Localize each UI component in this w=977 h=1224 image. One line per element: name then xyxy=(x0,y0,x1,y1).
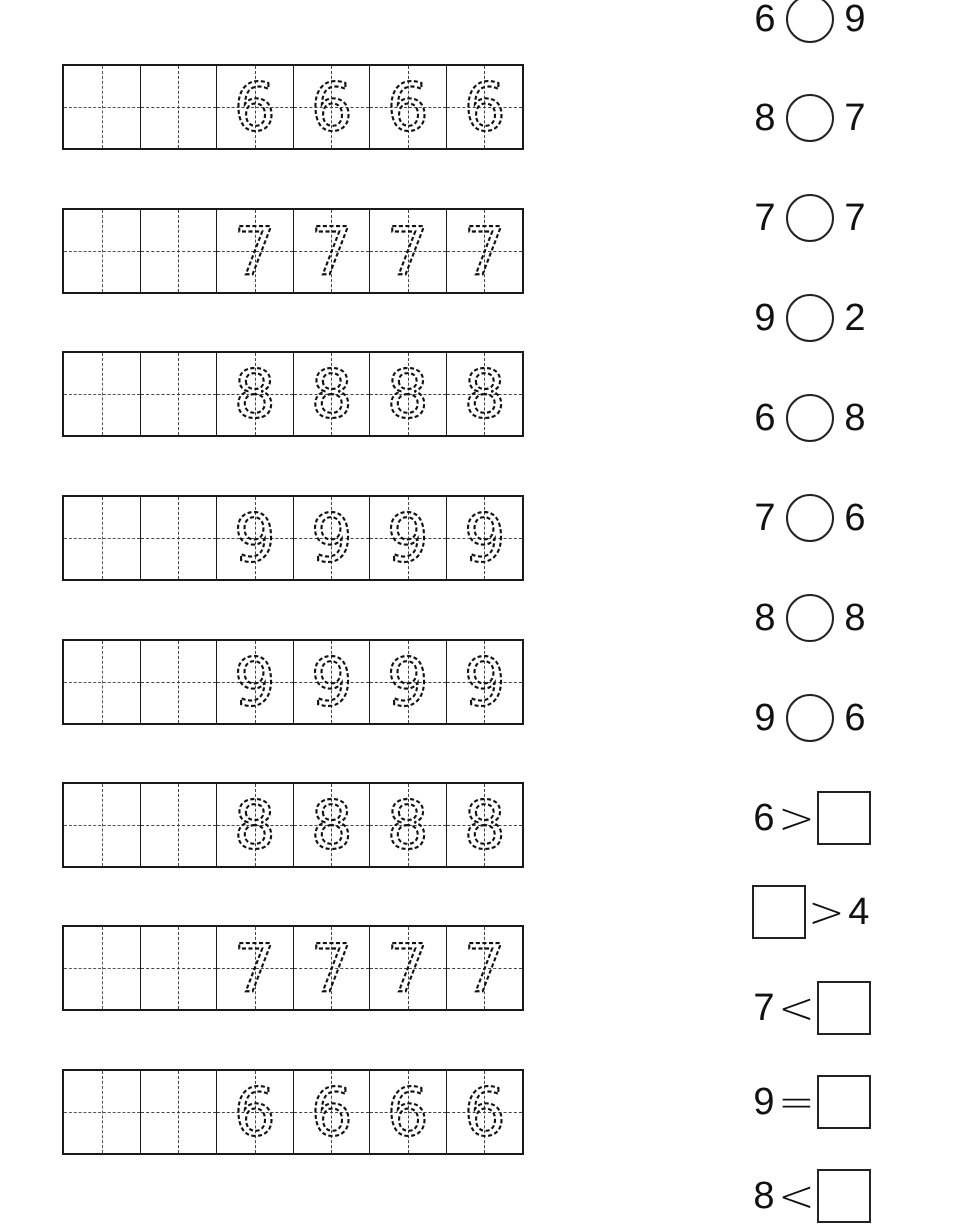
tracing-row xyxy=(62,782,524,868)
trace-digit-cell[interactable] xyxy=(217,66,294,148)
comparison-row xyxy=(752,293,912,343)
comparison-left-number: 7 xyxy=(754,496,776,539)
trace-digit-cell[interactable] xyxy=(447,641,523,723)
dotted-digit-glyph: 7 xyxy=(463,213,506,290)
trace-digit-cell[interactable] xyxy=(370,641,447,723)
trace-digit-cell[interactable] xyxy=(370,353,447,435)
dotted-digit-glyph: 8 xyxy=(233,787,276,864)
comparison-left-number: 7 xyxy=(754,196,776,239)
comparison-answer-circle[interactable] xyxy=(786,194,834,242)
dotted-digit-glyph: 6 xyxy=(310,1074,353,1151)
dotted-trace-digit xyxy=(217,927,293,1009)
comparison-left-number: 8 xyxy=(754,596,776,639)
inequality-answer-box[interactable] xyxy=(817,791,871,845)
trace-digit-cell[interactable] xyxy=(370,210,447,292)
comparison-right-number: 7 xyxy=(844,96,866,139)
dotted-digit-glyph: 8 xyxy=(233,356,276,433)
dotted-trace-digit xyxy=(294,497,370,579)
dotted-trace-digit xyxy=(370,353,446,435)
dotted-digit-glyph: 9 xyxy=(463,500,506,577)
dotted-digit-glyph: 8 xyxy=(386,356,429,433)
comparison-right-number: 9 xyxy=(844,0,866,40)
trace-digit-cell[interactable] xyxy=(370,927,447,1009)
trace-digit-cell[interactable] xyxy=(447,353,523,435)
comparison-row xyxy=(752,493,912,543)
trace-digit-cell[interactable] xyxy=(370,66,447,148)
inequality-row xyxy=(752,980,871,1036)
model-digit xyxy=(141,784,217,866)
trace-digit-cell[interactable] xyxy=(294,497,371,579)
dotted-trace-digit xyxy=(294,641,370,723)
trace-digit-cell[interactable] xyxy=(447,1071,523,1153)
dotted-digit-glyph: 6 xyxy=(463,1074,506,1151)
comparison-left-number: 8 xyxy=(754,96,776,139)
dotted-trace-digit xyxy=(370,784,446,866)
trace-digit-cell[interactable] xyxy=(294,784,371,866)
comparison-answer-circle[interactable] xyxy=(786,0,834,43)
trace-digit-cell[interactable] xyxy=(294,927,371,1009)
model-digit-cell xyxy=(141,353,218,435)
trace-digit-cell[interactable] xyxy=(217,210,294,292)
tracing-row xyxy=(62,495,524,581)
dotted-digit-glyph: 6 xyxy=(386,69,429,146)
dotted-digit-glyph: 7 xyxy=(463,930,506,1007)
dotted-trace-digit xyxy=(447,353,523,435)
writing-cell-blank[interactable] xyxy=(64,1071,141,1153)
dotted-trace-digit xyxy=(294,784,370,866)
dotted-digit-glyph: 6 xyxy=(233,1074,276,1151)
model-digit xyxy=(141,497,217,579)
inequality-operator: > xyxy=(808,886,845,938)
comparison-row xyxy=(752,93,912,143)
dotted-digit-glyph: 7 xyxy=(386,213,429,290)
trace-digit-cell[interactable] xyxy=(294,1071,371,1153)
inequality-row xyxy=(752,790,871,846)
writing-cell-blank[interactable] xyxy=(64,353,141,435)
model-digit-cell xyxy=(141,784,218,866)
trace-digit-cell[interactable] xyxy=(294,641,371,723)
dotted-trace-digit xyxy=(217,1071,293,1153)
dotted-digit-glyph: 9 xyxy=(233,500,276,577)
tracing-row xyxy=(62,64,524,150)
dotted-trace-digit xyxy=(370,497,446,579)
comparison-answer-circle[interactable] xyxy=(786,694,834,742)
dotted-digit-glyph: 8 xyxy=(463,787,506,864)
inequality-left-number: 8 xyxy=(753,1174,775,1217)
model-digit xyxy=(141,66,217,148)
comparison-answer-circle[interactable] xyxy=(786,294,834,342)
dotted-trace-digit xyxy=(447,927,523,1009)
trace-digit-cell[interactable] xyxy=(217,927,294,1009)
trace-digit-cell[interactable] xyxy=(294,353,371,435)
trace-digit-cell[interactable] xyxy=(370,497,447,579)
inequality-right-number: 4 xyxy=(848,890,870,933)
writing-cell-blank[interactable] xyxy=(64,210,141,292)
dotted-trace-digit xyxy=(370,927,446,1009)
dotted-digit-glyph: 8 xyxy=(386,787,429,864)
dotted-digit-glyph: 9 xyxy=(386,500,429,577)
inequality-answer-box[interactable] xyxy=(752,885,806,939)
dotted-trace-digit xyxy=(294,210,370,292)
model-digit-cell xyxy=(141,1071,218,1153)
trace-digit-cell[interactable] xyxy=(447,66,523,148)
dotted-digit-glyph: 9 xyxy=(233,644,276,721)
dotted-trace-digit xyxy=(217,66,293,148)
dotted-digit-glyph: 6 xyxy=(310,69,353,146)
dotted-digit-glyph: 9 xyxy=(463,644,506,721)
trace-digit-cell[interactable] xyxy=(217,497,294,579)
dotted-trace-digit xyxy=(217,641,293,723)
dotted-trace-digit xyxy=(370,210,446,292)
comparison-answer-circle[interactable] xyxy=(786,594,834,642)
dotted-trace-digit xyxy=(294,66,370,148)
inequality-answer-box[interactable] xyxy=(817,1169,871,1223)
writing-cell-blank[interactable] xyxy=(64,497,141,579)
tracing-row xyxy=(62,639,524,725)
dotted-trace-digit xyxy=(447,784,523,866)
dotted-trace-digit xyxy=(370,66,446,148)
dotted-trace-digit xyxy=(370,1071,446,1153)
dotted-trace-digit xyxy=(294,927,370,1009)
writing-cell-blank[interactable] xyxy=(64,641,141,723)
writing-cell-blank[interactable] xyxy=(64,784,141,866)
dotted-digit-glyph: 8 xyxy=(310,356,353,433)
comparison-right-number: 8 xyxy=(844,396,866,439)
comparison-right-number: 6 xyxy=(844,696,866,739)
dotted-trace-digit xyxy=(294,1071,370,1153)
model-digit-cell xyxy=(141,927,218,1009)
model-digit-cell xyxy=(141,497,218,579)
writing-cell-blank[interactable] xyxy=(64,927,141,1009)
dotted-trace-digit xyxy=(447,1071,523,1153)
trace-digit-cell[interactable] xyxy=(447,784,523,866)
comparison-row xyxy=(752,393,912,443)
dotted-digit-glyph: 6 xyxy=(233,69,276,146)
model-digit-cell xyxy=(141,66,218,148)
inequality-answer-box[interactable] xyxy=(817,1075,871,1129)
dotted-digit-glyph: 8 xyxy=(310,787,353,864)
dotted-trace-digit xyxy=(447,641,523,723)
dotted-digit-glyph: 7 xyxy=(233,930,276,1007)
inequality-row xyxy=(752,1168,871,1224)
tracing-row xyxy=(62,925,524,1011)
inequality-operator: < xyxy=(778,982,815,1034)
inequality-row xyxy=(752,884,871,940)
inequality-operator: < xyxy=(778,1170,815,1222)
dotted-trace-digit xyxy=(447,497,523,579)
comparison-right-number: 8 xyxy=(844,596,866,639)
dotted-digit-glyph: 7 xyxy=(233,213,276,290)
model-digit xyxy=(141,210,217,292)
comparison-answer-circle[interactable] xyxy=(786,94,834,142)
dotted-digit-glyph: 7 xyxy=(310,930,353,1007)
dotted-trace-digit xyxy=(447,66,523,148)
inequality-operator: = xyxy=(778,1076,815,1128)
trace-digit-cell[interactable] xyxy=(447,927,523,1009)
dotted-trace-digit xyxy=(370,641,446,723)
trace-digit-cell[interactable] xyxy=(370,1071,447,1153)
inequality-left-number: 6 xyxy=(753,796,775,839)
tracing-row xyxy=(62,1069,524,1155)
comparison-row xyxy=(752,0,912,44)
comparison-right-number: 2 xyxy=(844,296,866,339)
trace-digit-cell[interactable] xyxy=(294,66,371,148)
dotted-trace-digit xyxy=(217,210,293,292)
comparison-answer-circle[interactable] xyxy=(786,494,834,542)
inequality-left-number: 7 xyxy=(753,986,775,1029)
trace-digit-cell[interactable] xyxy=(370,784,447,866)
dotted-digit-glyph: 9 xyxy=(386,644,429,721)
trace-digit-cell[interactable] xyxy=(217,641,294,723)
dotted-trace-digit xyxy=(217,497,293,579)
model-digit xyxy=(141,641,217,723)
comparison-right-number: 7 xyxy=(844,196,866,239)
dotted-digit-glyph: 9 xyxy=(310,500,353,577)
trace-digit-cell[interactable] xyxy=(217,353,294,435)
dotted-digit-glyph: 7 xyxy=(310,213,353,290)
trace-digit-cell[interactable] xyxy=(294,210,371,292)
dotted-digit-glyph: 6 xyxy=(463,69,506,146)
dotted-trace-digit xyxy=(447,210,523,292)
trace-digit-cell[interactable] xyxy=(447,497,523,579)
model-digit xyxy=(141,927,217,1009)
comparison-answer-circle[interactable] xyxy=(786,394,834,442)
model-digit xyxy=(141,1071,217,1153)
dotted-trace-digit xyxy=(294,353,370,435)
comparison-left-number: 9 xyxy=(754,696,776,739)
trace-digit-cell[interactable] xyxy=(217,784,294,866)
model-digit xyxy=(141,353,217,435)
model-digit-cell xyxy=(141,641,218,723)
comparison-left-number: 6 xyxy=(754,0,776,40)
tracing-row xyxy=(62,351,524,437)
inequality-row xyxy=(752,1074,871,1130)
comparison-row xyxy=(752,193,912,243)
dotted-digit-glyph: 8 xyxy=(463,356,506,433)
comparison-row xyxy=(752,593,912,643)
comparison-right-number: 6 xyxy=(844,496,866,539)
trace-digit-cell[interactable] xyxy=(447,210,523,292)
inequality-answer-box[interactable] xyxy=(817,981,871,1035)
comparison-section xyxy=(700,0,977,1223)
dotted-trace-digit xyxy=(217,784,293,866)
dotted-trace-digit xyxy=(217,353,293,435)
comparison-left-number: 6 xyxy=(754,396,776,439)
tracing-row xyxy=(62,208,524,294)
dotted-digit-glyph: 9 xyxy=(310,644,353,721)
dotted-digit-glyph: 7 xyxy=(386,930,429,1007)
comparison-row xyxy=(752,693,912,743)
inequality-operator: > xyxy=(778,792,815,844)
trace-digit-cell[interactable] xyxy=(217,1071,294,1153)
inequality-left-number: 9 xyxy=(753,1080,775,1123)
model-digit-cell xyxy=(141,210,218,292)
comparison-left-number: 9 xyxy=(754,296,776,339)
dotted-digit-glyph: 6 xyxy=(386,1074,429,1151)
writing-cell-blank[interactable] xyxy=(64,66,141,148)
